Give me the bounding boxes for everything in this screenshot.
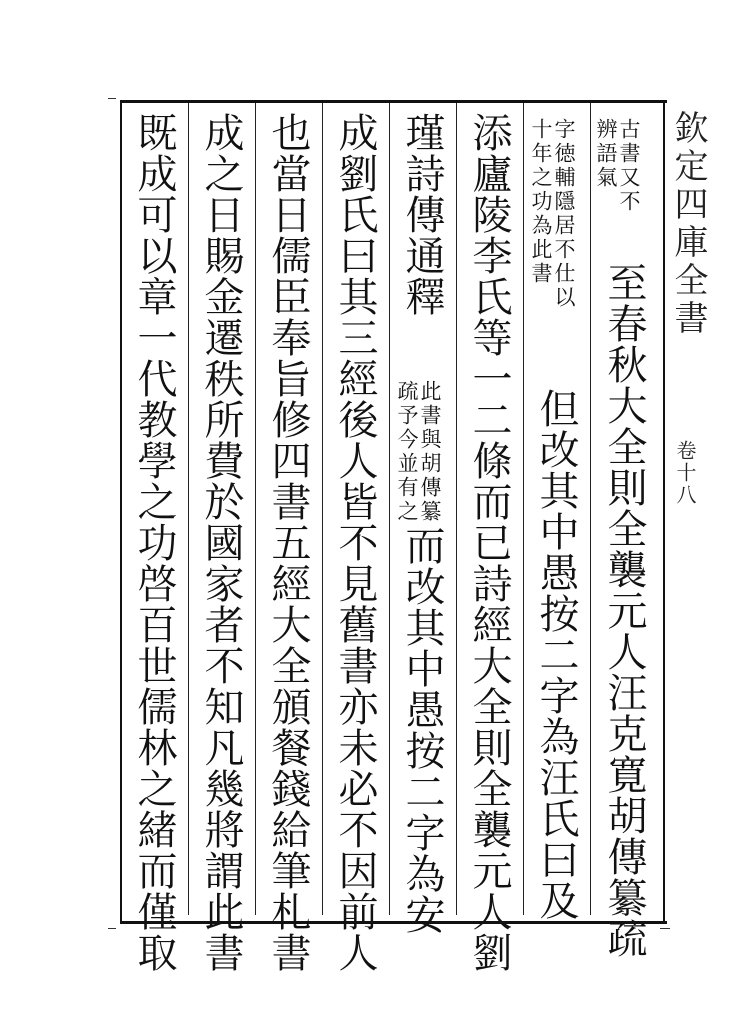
column-rule (255, 103, 256, 915)
text-column-top: 瑾詩傳通釋 (399, 112, 445, 317)
text-column: 既成可以章一代教學之功啓百世儒林之緒而僅取 (131, 112, 177, 973)
column-rule (523, 103, 524, 915)
annotation-line: 古書又不 (617, 118, 641, 214)
text-column: 至春秋大全則全襲元人汪克寛胡傳纂疏 (601, 262, 647, 959)
text-column: 成劉氏曰其三經後人皆不見舊書亦未必不因前人 (332, 112, 378, 973)
text-column: 成之日賜金遷秩所費於國家者不知凡幾將謂此書 (198, 112, 244, 973)
text-column: 但改其中愚按二字為汪氏曰及 (533, 388, 579, 921)
frame-right-border (663, 100, 665, 922)
annotation-line: 十年之功為此書 (529, 118, 553, 286)
registration-tick (108, 928, 116, 929)
annotation-line: 字徳輔隱居不仕以 (552, 118, 576, 310)
text-column-bottom: 而改其中愚按二字為安 (399, 525, 445, 935)
volume-label-margin: 卷十八 (673, 440, 697, 506)
column-rule (456, 103, 457, 915)
book-title-margin: 欽定四庫全書 (668, 110, 708, 338)
registration-tick (108, 98, 116, 99)
registration-tick (660, 928, 670, 929)
annotation-line: 辨語氣 (594, 118, 618, 190)
column-rule (590, 103, 591, 915)
text-column: 添廬陵李氏等一二條而已詩經大全則全襲元人劉 (466, 112, 512, 973)
text-column: 也當日儒臣奉旨修四書五經大全頒餐錢給筆札書 (265, 112, 311, 973)
column-rule (389, 103, 390, 915)
column-rule (322, 103, 323, 915)
annotation-line: 疏予今並有之 (395, 380, 419, 524)
annotation-line: 此書與胡傳纂 (418, 380, 442, 524)
column-rule (188, 103, 189, 915)
